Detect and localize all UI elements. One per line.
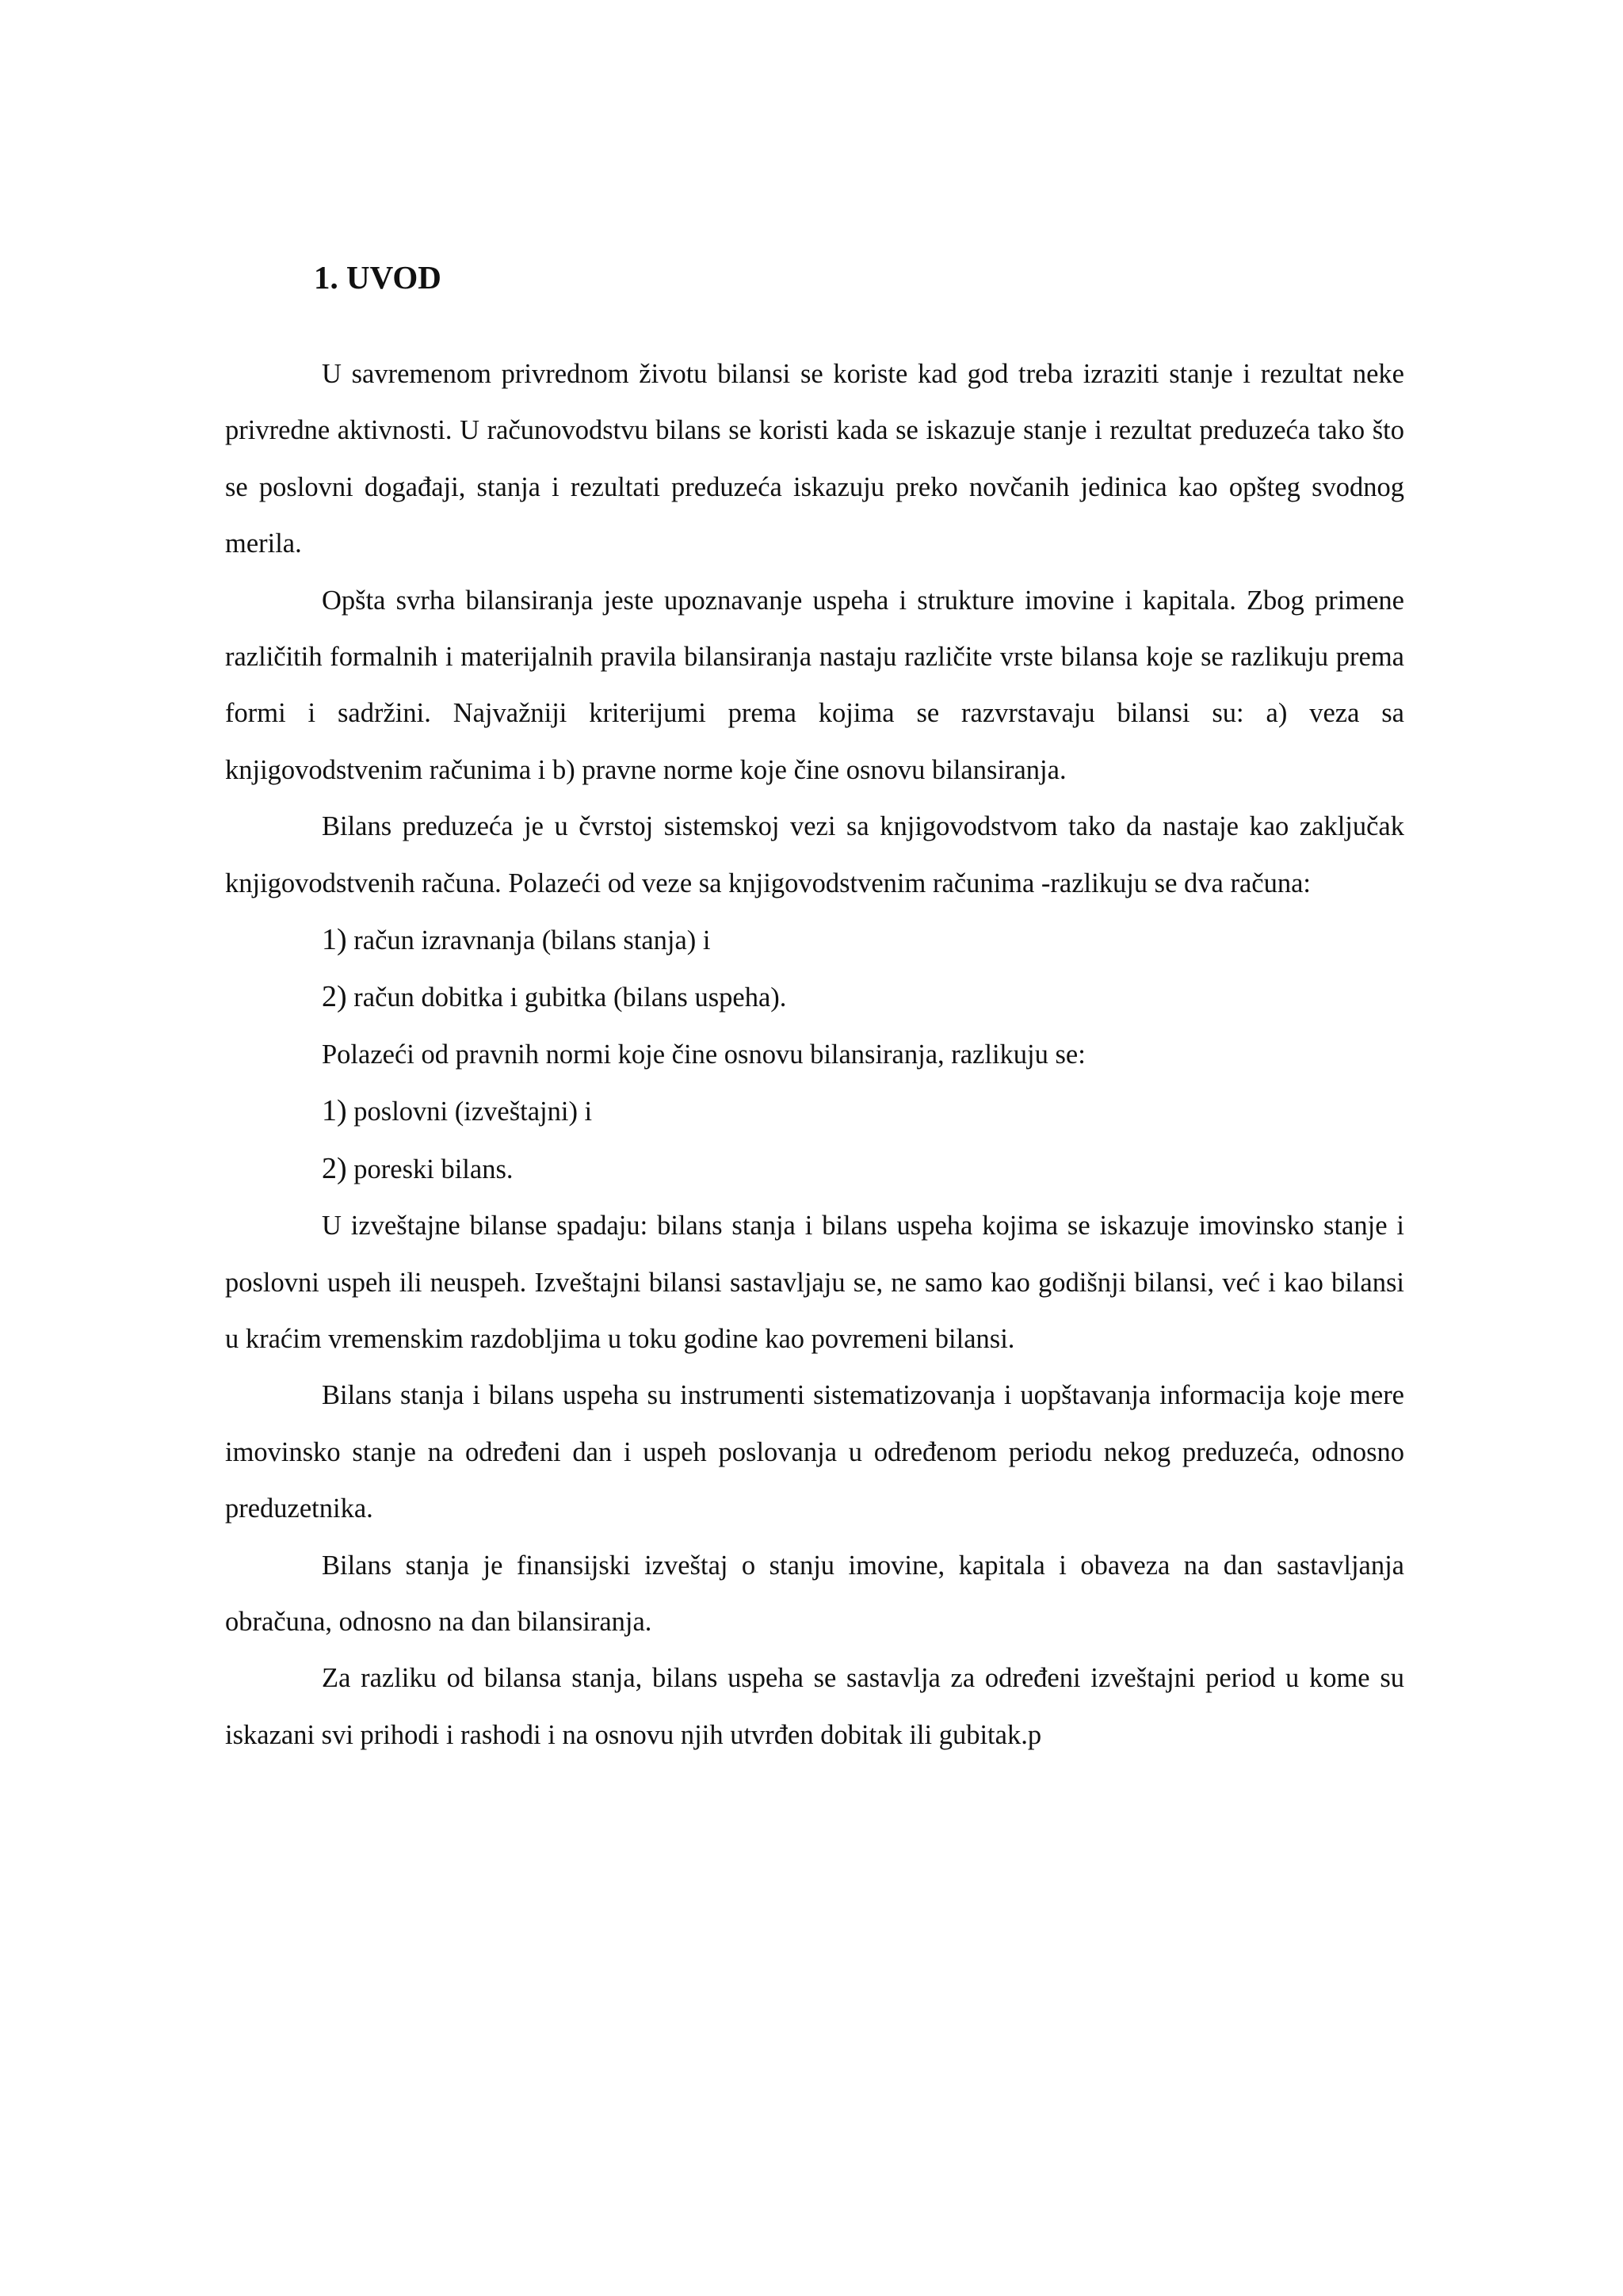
list-item-number: 2)	[322, 1151, 347, 1185]
list-item-number: 2)	[322, 980, 347, 1014]
list-item-text: račun izravnanja (bilans stanja) i	[346, 925, 711, 956]
section-heading: 1. UVOD	[314, 259, 441, 296]
paragraph: Bilans preduzeća je u čvrstoj sistemskoj vezi sa knjigovodstvom tako da nastaje kao zaključak knjigovodstvenih računa. Polazeći od veze sa knjigovodstvenim računima -razlikuju se dva računa:	[225, 811, 1404, 898]
list-item	[225, 969, 1404, 1026]
paragraph: Za razliku od bilansa stanja, bilans uspeha se sastavlja za određeni izveštajni period u kome su iskazani svi prihodi i rashodi i na osnovu njih utvrđen dobitak ili gubitak.p	[225, 1663, 1404, 1750]
paragraph: Bilans stanja i bilans uspeha su instrumenti sistematizovanja i uopštavanja informacija koje mere imovinsko stanje na određeni dan i uspeh poslovanja u određenom periodu nekog preduzeća, odnosno preduzetnika.	[225, 1380, 1404, 1524]
list-item-text: poreski bilans.	[346, 1154, 514, 1184]
list-item-text: račun dobitka i gubitka (bilans uspeha).	[346, 982, 787, 1013]
list-item-text: poslovni (izveštajni) i	[346, 1097, 593, 1127]
document-body	[225, 346, 1404, 1764]
paragraph: Bilans stanja je finansijski izveštaj o stanju imovine, kapitala i obaveza na dan sastavljanja obračuna, odnosno na dan bilansiranja.	[225, 1550, 1404, 1637]
list-item-number: 1)	[322, 923, 347, 957]
paragraph: U savremenom privrednom životu bilansi se koriste kad god treba izraziti stanje i rezultat neke privredne aktivnosti. U računovodstvu bilans se koristi kada se iskazuje stanje i rezultat preduzeća tako što se poslovni događaji, stanja i rezultati preduzeća iskazuju preko novčanih jedinica kao opšteg svodnog merila.	[225, 359, 1404, 559]
list-item	[225, 1141, 1404, 1198]
list-item-number: 1)	[322, 1094, 347, 1128]
paragraph: U izveštajne bilanse spadaju: bilans stanja i bilans uspeha kojima se iskazuje imovinsko stanje i poslovni uspeh ili neuspeh. Izveštajni bilansi sastavljaju se, ne samo kao godišnji bilansi, već i kao bilansi u kraćim vremenskim razdobljima u toku godine kao povremeni bilansi.	[225, 1211, 1404, 1354]
list-item	[225, 1083, 1404, 1140]
list-intro: Polazeći od pravnih normi koje čine osnovu bilansiranja, razlikuju se:	[322, 1039, 1086, 1070]
list-item	[225, 912, 1404, 969]
paragraph: Opšta svrha bilansiranja jeste upoznavanje uspeha i strukture imovine i kapitala. Zbog primene različitih formalnih i materijalnih pravila bilansiranja nastaju različite vrste bilansa koje se razlikuju prema formi i sadržini. Najvažniji kriterijumi prema kojima se razvrstavaju bilansi su: a) veza sa knjigovodstvenim računima i b) pravne norme koje čine osnovu bilansiranja.	[225, 585, 1404, 785]
